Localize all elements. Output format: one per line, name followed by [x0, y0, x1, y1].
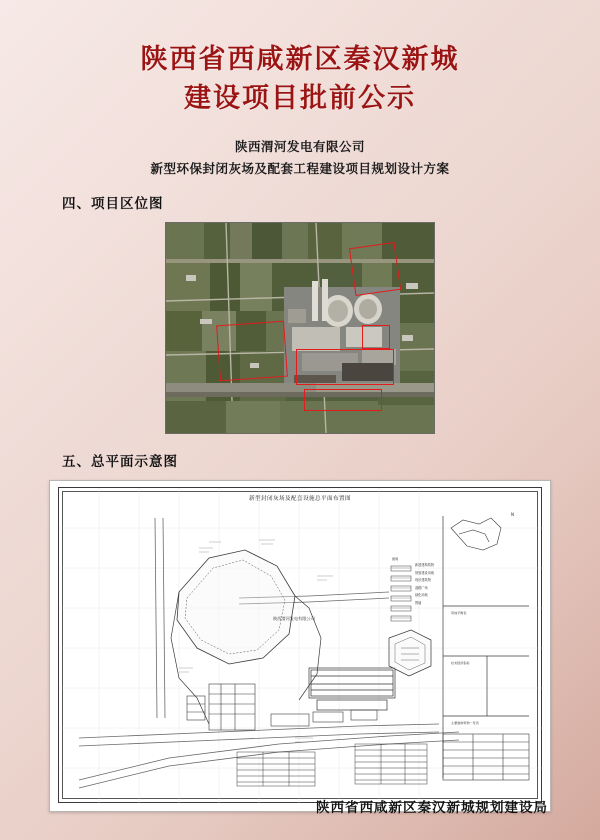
title-line-1: 陕西省西咸新区秦汉新城	[140, 44, 460, 75]
highlight-box-2	[216, 321, 288, 382]
issuing-authority: 陕西省西咸新区秦汉新城规划建设局	[316, 800, 548, 816]
site-plan-svg	[59, 488, 543, 804]
subtitle-line-2: 新型环保封闭灰场及配套工程建设项目规划设计方案	[150, 161, 450, 177]
drawing-frame	[58, 487, 542, 803]
title-line-2: 建设项目批前公示	[184, 83, 416, 115]
index-label-3: 主要建构筑物一览表	[451, 721, 479, 726]
drawing-title: 新型封闭灰场及配套设施总平面布置图	[249, 496, 351, 503]
highlight-box-5	[362, 325, 390, 349]
page-title	[0, 40, 600, 118]
section-heading-location: 四、项目区位图	[62, 196, 164, 213]
legend-label: 道路广场	[415, 585, 428, 590]
legend-item	[415, 592, 434, 597]
legend-label: 围墙	[415, 601, 422, 605]
legend-list	[415, 562, 434, 605]
legend-item	[415, 562, 434, 567]
highlight-box-3	[296, 349, 394, 385]
highlight-box-4	[304, 389, 382, 411]
highlight-box-1	[349, 242, 401, 296]
legend-item	[415, 577, 434, 582]
project-subtitle	[0, 136, 600, 180]
aerial-location-photo	[165, 222, 435, 434]
plant-name-label: 陕西渭河发电有限公司	[273, 616, 315, 622]
section-heading-siteplan: 五、总平面示意图	[62, 454, 178, 471]
legend-item	[415, 570, 434, 575]
legend-item	[415, 600, 434, 605]
index-label-2: 技术经济指标	[451, 661, 470, 666]
north-label: N	[511, 512, 514, 518]
legend-label: 现状建筑物	[415, 578, 431, 583]
index-label-1: 用地平衡表	[451, 611, 467, 616]
site-plan-drawing	[49, 480, 551, 812]
legend-item	[415, 585, 434, 590]
legend-label: 绿化用地	[415, 593, 428, 598]
legend-title: 图例	[392, 557, 399, 562]
legend-label: 规划建设用地	[415, 570, 435, 575]
subtitle-line-1: 陕西渭河发电有限公司	[234, 139, 365, 155]
legend-label: 新建建构筑物	[415, 563, 435, 568]
